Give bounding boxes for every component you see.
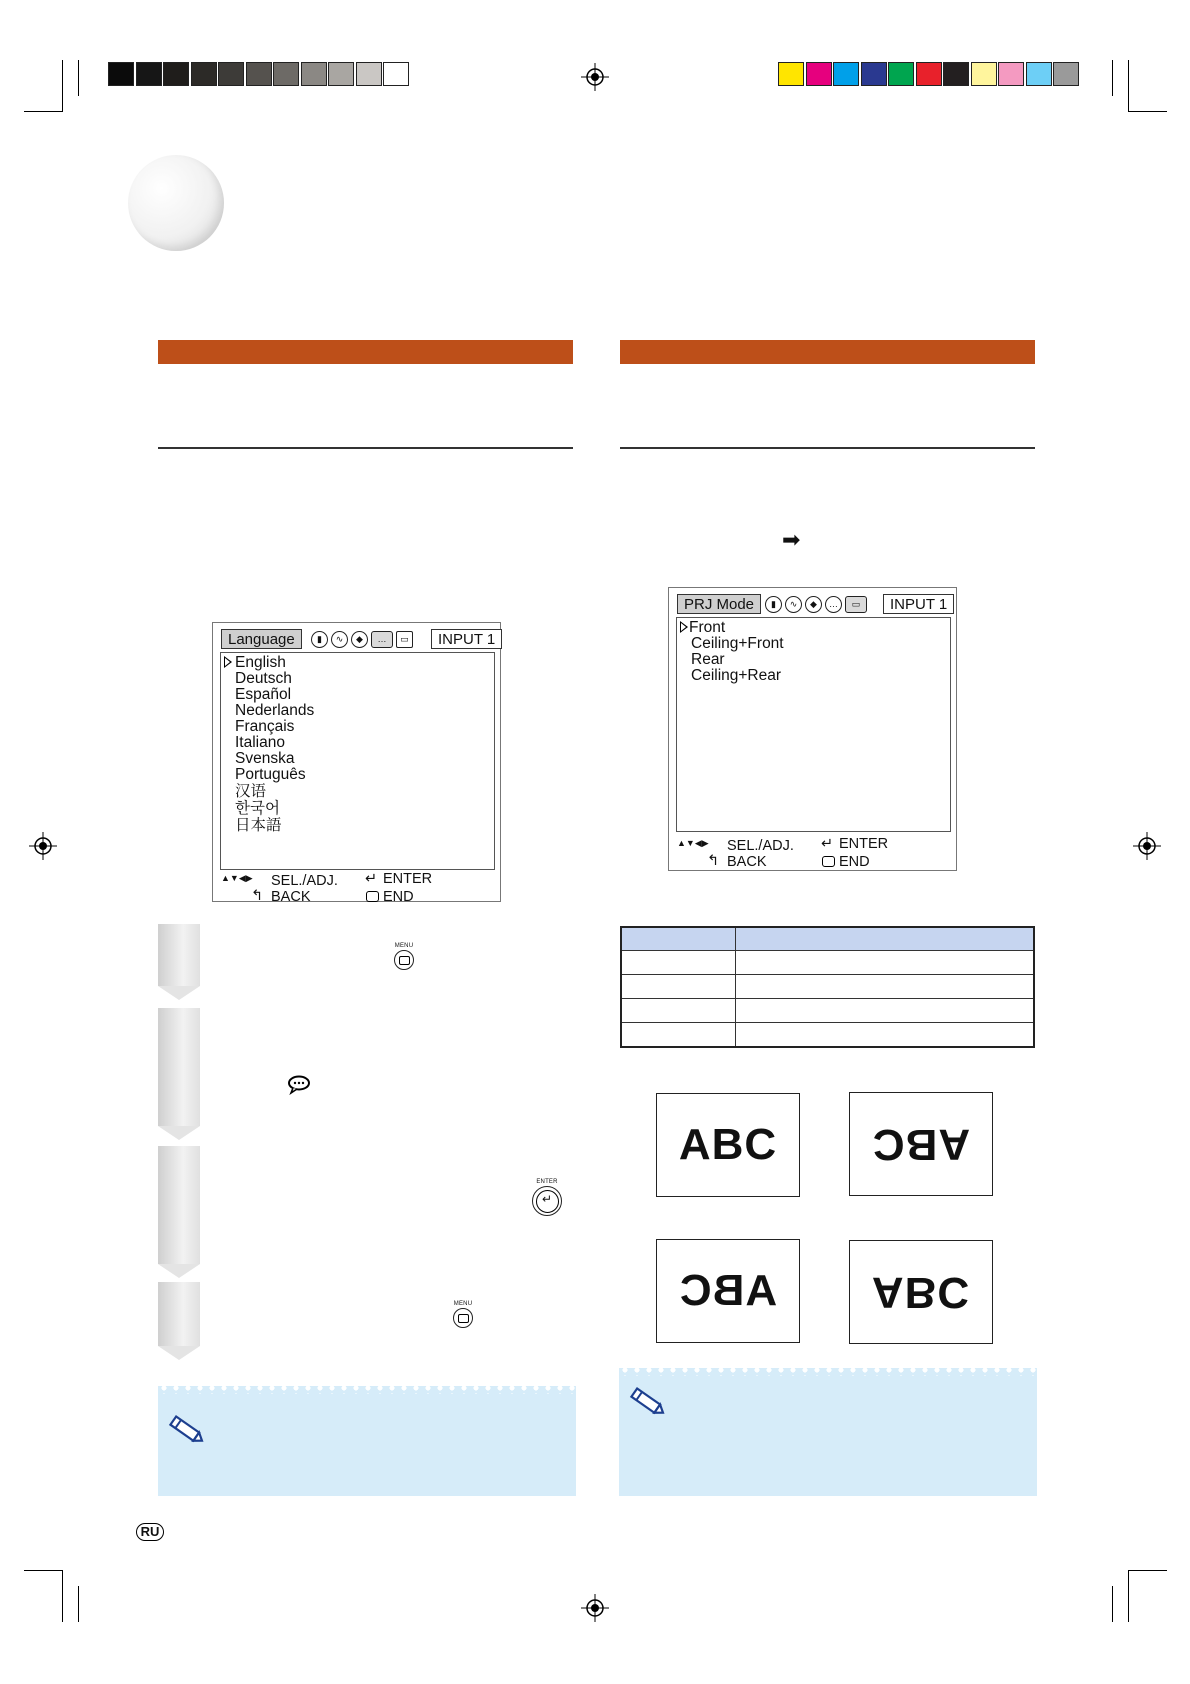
language-item[interactable]: Nederlands [235,702,315,719]
note-box [158,1386,576,1496]
enter-hint: ENTER [839,836,889,852]
language-item[interactable]: Deutsch [235,670,292,687]
registration-mark-icon [29,832,57,860]
crop-mark [24,111,62,112]
color-swatch [1053,62,1079,86]
arrow-right-icon: ➡ [782,527,801,552]
color-swatch [108,62,134,86]
prj-mode-menu-screen [668,587,957,871]
registration-mark-icon [581,63,609,91]
crop-mark [62,60,63,112]
menu-tab-label: Language [221,629,302,649]
language-menu-icon[interactable]: … [371,631,393,648]
front-projection-sample: ABC [656,1093,800,1197]
color-swatch [1026,62,1052,86]
color-swatch [971,62,997,86]
selection-cursor-icon [224,656,232,668]
ceiling-front-projection-sample: ABC [849,1092,993,1196]
speech-bubble-icon [287,1075,311,1095]
back-hint: BACK [727,854,767,870]
table-row [621,999,1034,1023]
pencil-note-icon [164,1410,206,1450]
crop-mark [1128,1570,1129,1622]
options-menu-icon[interactable]: ◆ [805,596,822,613]
color-swatch [806,62,832,86]
prj-mode-menu-icon[interactable]: ▭ [845,596,867,613]
color-swatch [778,62,804,86]
crop-mark [1112,60,1113,96]
enter-button-icon: ENTER ↵ [530,1179,564,1221]
crop-mark [1129,111,1167,112]
table-row [621,951,1034,975]
color-swatch [191,62,217,86]
step-tab-2 [158,1008,200,1126]
color-swatch [273,62,299,86]
language-item[interactable]: 한국어 [235,800,280,817]
crop-mark [1112,1586,1113,1622]
section-divider [620,447,1035,449]
language-item[interactable]: Svenska [235,750,295,767]
section-header-bar [158,340,573,364]
registration-mark-icon [581,1594,609,1622]
color-swatch [861,62,887,86]
fine-sync-menu-icon[interactable]: ∿ [331,631,348,648]
end-hint: END [383,889,414,905]
table-row [621,1023,1034,1048]
section-divider [158,447,573,449]
picture-menu-icon[interactable]: ▮ [765,596,782,613]
back-symbol-icon: ↰ [251,888,264,904]
menu-tab-label: PRJ Mode [677,594,761,614]
prj-mode-list [676,617,951,832]
language-item[interactable]: 日本語 [235,817,282,834]
picture-menu-icon[interactable]: ▮ [311,631,328,648]
selection-cursor-icon [680,621,688,633]
projection-mode-table [620,926,1035,1048]
language-list [220,652,495,870]
language-code-badge: RU [136,1523,164,1541]
registration-mark-icon [1133,832,1161,860]
end-hint: END [839,854,870,870]
end-symbol-icon [822,856,835,867]
color-swatch [833,62,859,86]
step-tab-4 [158,1282,200,1346]
menu-button-icon: MENU [451,1301,475,1328]
chapter-circle [128,155,224,251]
color-swatch [301,62,327,86]
crop-mark [78,60,79,96]
sel-adj-hint: SEL./ADJ. [727,838,794,854]
enter-symbol-icon: ↵ [821,836,834,852]
enter-symbol-icon: ↵ [365,871,378,887]
prj-mode-item[interactable]: Ceiling+Front [691,635,784,652]
ceiling-rear-projection-sample: ABC [849,1240,993,1344]
prj-mode-item[interactable]: Ceiling+Rear [691,667,782,684]
crop-mark [62,1570,63,1622]
color-swatch [218,62,244,86]
prj-mode-item[interactable]: Rear [691,651,725,668]
color-swatch [136,62,162,86]
back-symbol-icon: ↰ [707,853,720,869]
color-swatch [246,62,272,86]
fine-sync-menu-icon[interactable]: ∿ [785,596,802,613]
prj-mode-menu-icon[interactable]: ▭ [396,631,413,648]
step-tab-3 [158,1146,200,1264]
language-item[interactable]: 汉语 [235,783,267,800]
menu-button-icon: MENU [392,943,416,970]
sel-arrows-icon: ▲▼◀▶ [221,873,253,883]
color-swatch [916,62,942,86]
section-header-bar [620,340,1035,364]
options-menu-icon[interactable]: ◆ [351,631,368,648]
enter-hint: ENTER [383,871,433,887]
input-indicator: INPUT 1 [431,629,502,649]
language-item[interactable]: Español [235,686,292,703]
language-menu-screen [212,622,501,905]
table-row [621,975,1034,999]
language-item[interactable]: Français [235,718,295,735]
pencil-note-icon [625,1382,667,1422]
crop-mark [1129,1570,1167,1571]
crop-mark [1128,60,1129,112]
crop-mark [78,1586,79,1622]
color-swatch [328,62,354,86]
table-header-row [621,927,1034,951]
end-symbol-icon [366,891,379,902]
step-tab-1 [158,924,200,986]
sel-arrows-icon: ▲▼◀▶ [677,838,709,848]
sel-adj-hint: SEL./ADJ. [271,873,338,889]
color-swatch [888,62,914,86]
back-hint: BACK [271,889,311,905]
rear-projection-sample: ABC [656,1239,800,1343]
color-swatch [163,62,189,86]
color-swatch [356,62,382,86]
prj-mode-item[interactable]: Front [689,619,726,636]
language-item[interactable]: Português [235,766,306,783]
note-box [619,1368,1037,1496]
language-item[interactable]: Italiano [235,734,285,751]
color-swatch [383,62,409,86]
language-menu-icon[interactable]: … [825,596,842,613]
input-indicator: INPUT 1 [883,594,954,614]
color-swatch [943,62,969,86]
crop-mark [24,1570,62,1571]
color-swatch [998,62,1024,86]
language-item[interactable]: English [235,654,286,671]
